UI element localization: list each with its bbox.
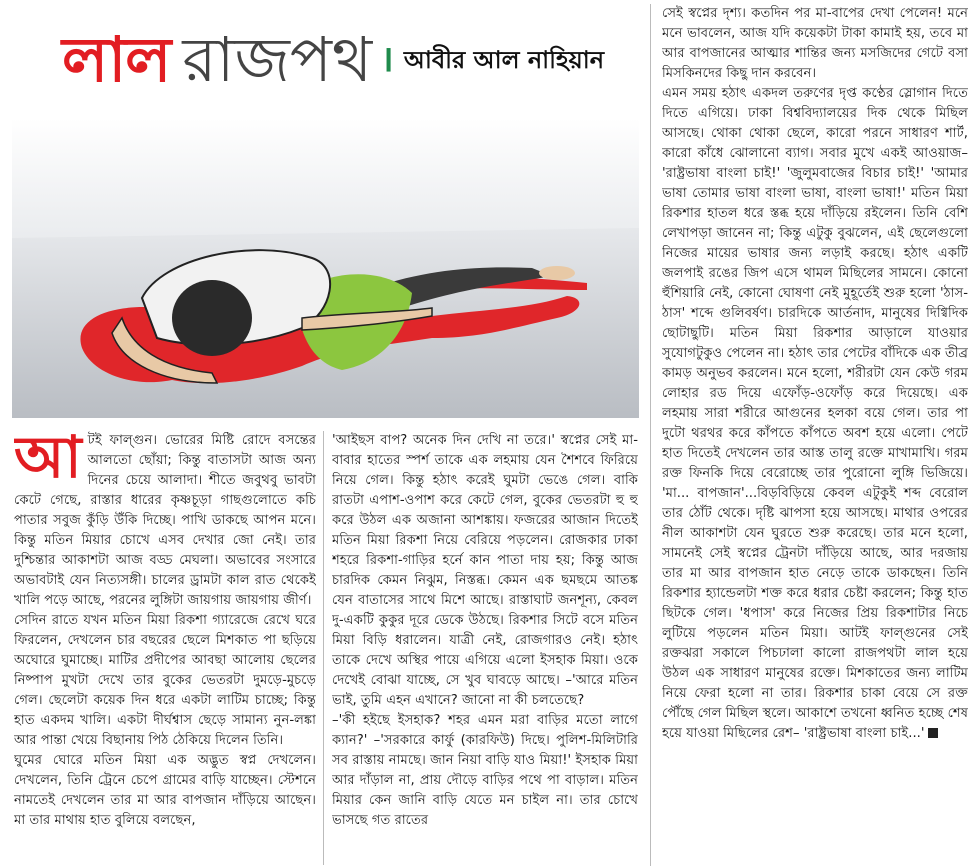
paragraph: ঘুমের ঘোরে মতিন মিয়া এক অদ্ভুত স্বপ্ন দেখলেন। দেখলেন, তিনি ট্রেনে চেপে গ্রামের বাড়ি যাচ্ছেন। স্টেশনে নামতেই দেখলেন তার মা আর বাপজান দাঁড়িয়ে আছেন। মা তার মাথায় হাত বুলিয়ে বলছেন, xyxy=(14,753,316,828)
paragraph-text: এমন সময় হঠাৎ একদল তরুণের দৃপ্ত কণ্ঠের স্লোগান দিতে দিতে এগিয়ে। ঢাকা বিশ্ববিদ্যালয়ের দিক থেকে মিছিল আসছে। থোকা থোকা ছেলে, কারো পরনে সাধারণ শার্ট, কারো কাঁধে ঝোলানো ব্যাগ। সবার মুখে একই আওয়াজ– 'রাষ্ট্রভাষা বাংলা চাই!' 'জুলুমবাজের বিচার চাই!' 'আমার ভাষা তোমার ভাষা বাংলা ভাষা, বাংলা ভাষা!' মতিন মিয়া রিকশার হাতল ধরে স্তব্ধ হয়ে দাঁড়িয়ে রইলেন। তিনি বেশি লেখাপড়া জানেন না; কিন্তু এটুকু বুঝলেন, এই ছেলেগুলো নিজের মায়ের ভাষার জন্য লড়াই করছে। হঠাৎ একটি জলপাই রঙের জিপ এসে থামল মিছিলের সামনে। কোনো হুঁশিয়ারি নেই, কোনো ঘোষণা নেই মুহূর্তেই শুরু হলো 'ঠাস-ঠাস' শব্দে গুলিবর্ষণ। চারদিকে আর্তনাদ, মানুষের দিগ্বিদিক ছোটাছুটি। মতিন মিয়া রিকশার আড়ালে যাওয়ার সুযোগটুকুও পেলেন না। হঠাৎ তার পেটের বাঁদিকে এক তীব্র কামড় অনুভব করলেন। মনে হলো, শরীরটা যেন কেউ গরম লোহার রড দিয়ে এফোঁড়-ওফোঁড় করে দিয়েছে। এক লহমায় সারা শরীরে আগুনের হলকা বয়ে গেল। তার পা দুটো থরথর করে কাঁপতে কাঁপতে অবশ হয়ে এলো। পেটে হাত দিতেই দেখলেন তার আস্ত তালু রক্তে মাখামাখি। গরম রক্ত ফিনকি দিয়ে বেরোচ্ছে তার পুরোনো লুঙ্গি ভিজিয়ে। 'মা... বাপজান'...বিড়বিড়িয়ে কেবল এটুকুই শব্দ বেরোল তার ঠোঁট থেকে। দৃষ্টি ঝাপসা হয়ে আসছে। মাথার ওপরের নীল আকাশটা যেন ঘুরতে শুরু করেছে। তার মনে হলো, সামনেই সেই স্বপ্নের ট্রেনটা দাঁড়িয়ে আছে, আর দরজায় তার মা আর বাপজান হাত নেড়ে তাকে ডাকছেন। তিনি রিকশার হ্যান্ডেলটা শক্ত করে ধরার চেষ্টা করলেন; কিন্তু হাত ছিটকে গেল। 'ধপাস' করে নিজের প্রিয় রিকশাটার নিচে লুটিয়ে পড়লেন মতিন মিয়া। আটই ফাল্গুনের সেই রক্তঝরা সকালে পিচঢালা কালো রাজপথটা লাল হয়ে উঠল এক সাধারণ মানুষের রক্তে। মিশকাতের জন্য লাটিম নিয়ে ফেরা হলো না তার। রিকশার চাকা বেয়ে সে রক্ত পৌঁছে গেল মিছিল স্থলে। আকাশে তখনো ধ্বনিত হচ্ছে শেষ হয়ে যাওয়া মিছিলের রেশ– 'রাষ্ট্রভাষা বাংলা চাই...' xyxy=(662,86,968,741)
column-rule-1 xyxy=(323,431,324,865)
paragraph xyxy=(662,84,968,744)
author-byline: আবীর আল নাহিয়ান xyxy=(403,46,605,74)
illustration-fallen-man xyxy=(12,118,639,418)
article-column-1 xyxy=(14,431,316,865)
column-rule-2 xyxy=(650,4,651,866)
paragraph: 'আইছস বাপ? অনেক দিন দেখি না তরে।' স্বপ্নের সেই মা-বাবার হাতের স্পর্শ তাকে এক লহমায় যেন শৈশবে ফিরিয়ে নিয়ে গেল। কিন্তু হঠাৎ করেই ঘুমটা ভেঙে গেল। বাকি রাতটা এপাশ-ওপাশ করে কেটে গেল, বুকের ভেতরটা হু হু করে উঠল এক অজানা আশঙ্কায়। ফজরের আজান দিতেই মতিন মিয়া রিকশা নিয়ে বেরিয়ে পড়লেন। রোজকার ঢাকা শহরে রিকশা-গাড়ির হর্নে কান পাতা দায় হয়; কিন্তু আজ চারদিক কেমন নিঝুম, নিস্তব্ধ। কেমন এক ছমছমে আতঙ্ক যেন বাতাসের সাথে মিশে আছে। রাস্তাঘাট জনশূন্য, কেবল দু-একটি কুকুর দূরে ডেকে উঠছে। রিকশার সিটে বসে মতিন মিয়া বিড়ি ধরালেন। যাত্রী নেই, রোজগারও নেই। হঠাৎ তাকে দেখে অস্থির পায়ে এগিয়ে এলো ইসহাক মিয়া। ওকে দেখেই বোঝা যাচ্ছে, সে খুব ঘাবড়ে আছে। –'আরে মতিন ভাই, তুমি এহন এখানে? জানো না কী চলতেছে? xyxy=(332,433,638,708)
paragraph: সেদিন রাতে যখন মতিন মিয়া রিকশা গ্যারেজে রেখে ঘরে ফিরলেন, দেখলেন চার বছরের ছেলে মিশকাত পা ছড়িয়ে অঘোরে ঘুমাচ্ছে। মাটির প্রদীপের আবছা আলোয় ছেলের নিষ্পাপ মুখটা দেখে তার বুকের ভেতরটা দুমড়ে-মুচড়ে গেল। ছেলেটা কয়েক দিন ধরে একটা লাটিম চাচ্ছে; কিন্তু হাত একদম খালি। একটা দীর্ঘশ্বাস ছেড়ে সামান্য নুন-লঙ্কা আর পান্তা খেয়ে বিছানায় পিঠ ঠেকিয়ে দিলেন তিনি। xyxy=(14,613,316,748)
head xyxy=(172,280,252,356)
article-column-2 xyxy=(332,431,638,865)
end-mark-icon xyxy=(928,728,938,738)
drop-cap: আ xyxy=(14,431,82,491)
paragraph-text: টই ফাল্গুন। ভোরের মিষ্টি রোদে বসন্তের আলতো ছোঁয়া; কিন্তু বাতাসটা আজ অন্য দিনের চেয়ে আলাদা। শীতে জবুথবু ভাবটা কেটে গেছে, রাস্তার ধারের কৃষ্ণচূড়া গাছগুলোতে কচি পাতার সবুজ কুঁড়ি উঁকি দিচ্ছে। পাখি ডাকছে আপন মনে। কিন্তু মতিন মিয়ার চোখে এসব দেখার জো নেই। তার দুশ্চিন্তার আকাশটা আজ বড্ড মেঘলা। অভাবের সংসারে অভাবটাই যেন নিত্যসঙ্গী। চালের ড্রামটা কাল রাত থেকেই খালি পড়ে আছে, পরনের লুঙ্গিটা জায়গায় জায়গায় জীর্ণ। xyxy=(14,433,316,608)
paragraph: –'কী হইছে ইসহাক? শহর এমন মরা বাড়ির মতো লাগে ক্যান?' –'সরকারে কার্ফু (কারফিউ) দিছে। পুলিশ-মিলিটারি সব রাস্তায় নামছে। জান নিয়া বাড়ি যাও মিয়া!' ইসহাক মিয়া আর দাঁড়াল না, প্রায় দৌড়ে বাড়ির পথে পা বাড়াল। মতিন মিয়ার কেন জানি বাড়ি যেতে মন চাইল না। তার চোখে ভাসছে গত রাতের xyxy=(332,713,638,828)
title-separator: । xyxy=(380,39,394,80)
article-header xyxy=(62,14,604,106)
paragraph xyxy=(14,431,316,611)
article-column-3 xyxy=(662,4,968,864)
paragraph: সেই স্বপ্নের দৃশ্য। কতদিন পর মা-বাপের দেখা পেলেন! মনে মনে ভাবলেন, আজ যদি কয়েকটা টাকা কামাই হয়, তবে মা আর বাপজানের আত্মার শান্তির জন্য মসজিদের গেটে বসা মিসকিনদের কিছু দান করবেন। xyxy=(662,6,968,81)
illustration-svg xyxy=(12,118,639,418)
title-word-red: লাল xyxy=(62,23,171,96)
title-word-gray: রাজপথ xyxy=(182,23,373,96)
foot xyxy=(539,266,575,280)
